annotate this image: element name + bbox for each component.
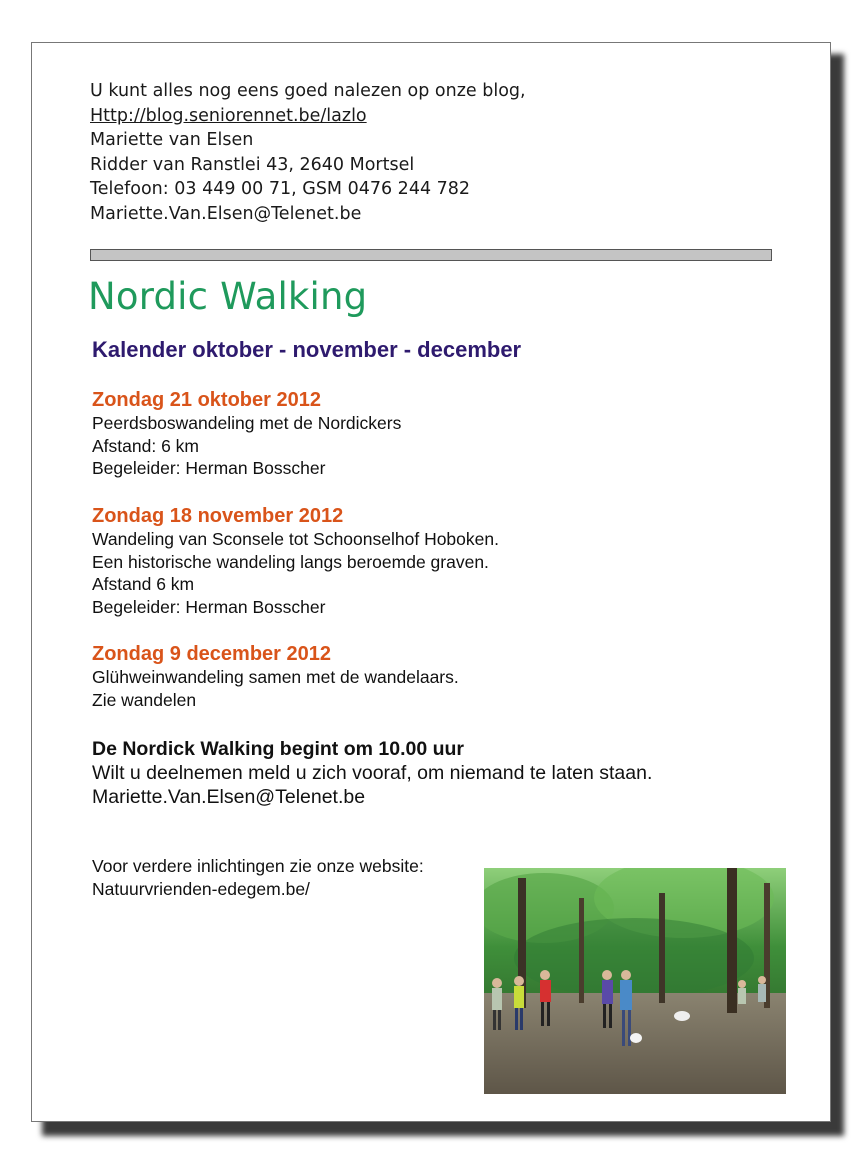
document-page (31, 42, 831, 1122)
registration-email[interactable]: Mariette.Van.Elsen@Telenet.be (92, 786, 366, 808)
blog-intro-text: U kunt alles nog eens goed nalezen op onze blog, (90, 81, 526, 101)
start-notice (92, 737, 652, 809)
event-date: Zondag 9 december 2012 (92, 643, 331, 665)
contact-address: Ridder van Ranstlei 43, 2640 Mortsel (90, 154, 415, 175)
event-distance: Afstand 6 km (92, 574, 195, 594)
page-title: Nordic Walking (88, 275, 368, 318)
start-time-heading: De Nordick Walking begint om 10.00 uur (92, 738, 465, 760)
more-info-text: Voor verdere inlichtingen zie onze website: (92, 856, 424, 876)
event-description: Peerdsboswandeling met de Nordickers (92, 413, 402, 433)
contact-email: Mariette.Van.Elsen@Telenet.be (90, 203, 362, 224)
forest-walk-photo (484, 868, 786, 1094)
event-date: Zondag 18 november 2012 (92, 505, 344, 527)
more-info-block (92, 855, 424, 901)
event-item (92, 505, 499, 618)
contact-name: Mariette van Elsen (90, 130, 254, 150)
section-divider (90, 249, 772, 261)
calendar-subtitle: Kalender oktober - november - december (92, 337, 522, 362)
event-reference: Zie wandelen (92, 689, 197, 710)
event-item (92, 643, 459, 711)
event-item (92, 389, 401, 480)
event-distance: Afstand: 6 km (92, 435, 199, 456)
event-description-extra: Een historische wandeling langs beroemde graven. (92, 551, 489, 572)
website-link[interactable]: Natuurvrienden-edegem.be/ (92, 879, 310, 899)
registration-text: Wilt u deelnemen meld u zich vooraf, om niemand te laten staan. (92, 762, 653, 784)
contact-block (90, 79, 526, 226)
event-description: Wandeling van Sconsele tot Schoonselhof Hoboken. (92, 529, 499, 549)
event-description: Glühweinwandeling samen met de wandelaars. (92, 667, 459, 687)
event-guide: Begeleider: Herman Bosscher (92, 596, 326, 617)
blog-link[interactable]: Http://blog.seniorennet.be/lazlo (90, 105, 367, 126)
contact-phone: Telefoon: 03 449 00 71, GSM 0476 244 782 (90, 179, 471, 199)
event-date: Zondag 21 oktober 2012 (92, 389, 321, 411)
event-guide: Begeleider: Herman Bosscher (92, 458, 326, 478)
